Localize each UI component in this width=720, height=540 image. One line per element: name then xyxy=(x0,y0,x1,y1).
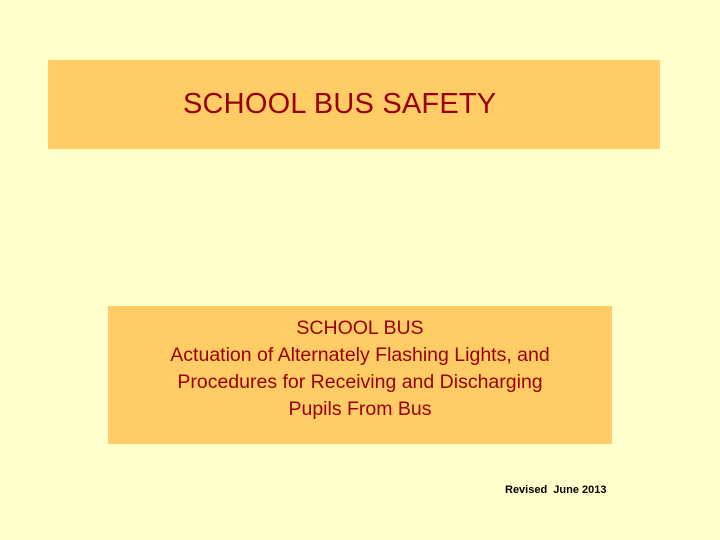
revised-date-note: Revised June 2013 xyxy=(505,484,607,496)
slide-title: SCHOOL BUS SAFETY xyxy=(183,88,497,120)
subtitle-line-4: Pupils From Bus xyxy=(288,398,432,420)
subtitle-line-2: Actuation of Alternately Flashing Lights, and xyxy=(170,344,550,366)
title-box xyxy=(48,60,660,149)
subtitle-box xyxy=(108,306,612,444)
subtitle-line-3: Procedures for Receiving and Discharging xyxy=(177,371,543,393)
subtitle-line-1: SCHOOL BUS xyxy=(296,317,424,339)
